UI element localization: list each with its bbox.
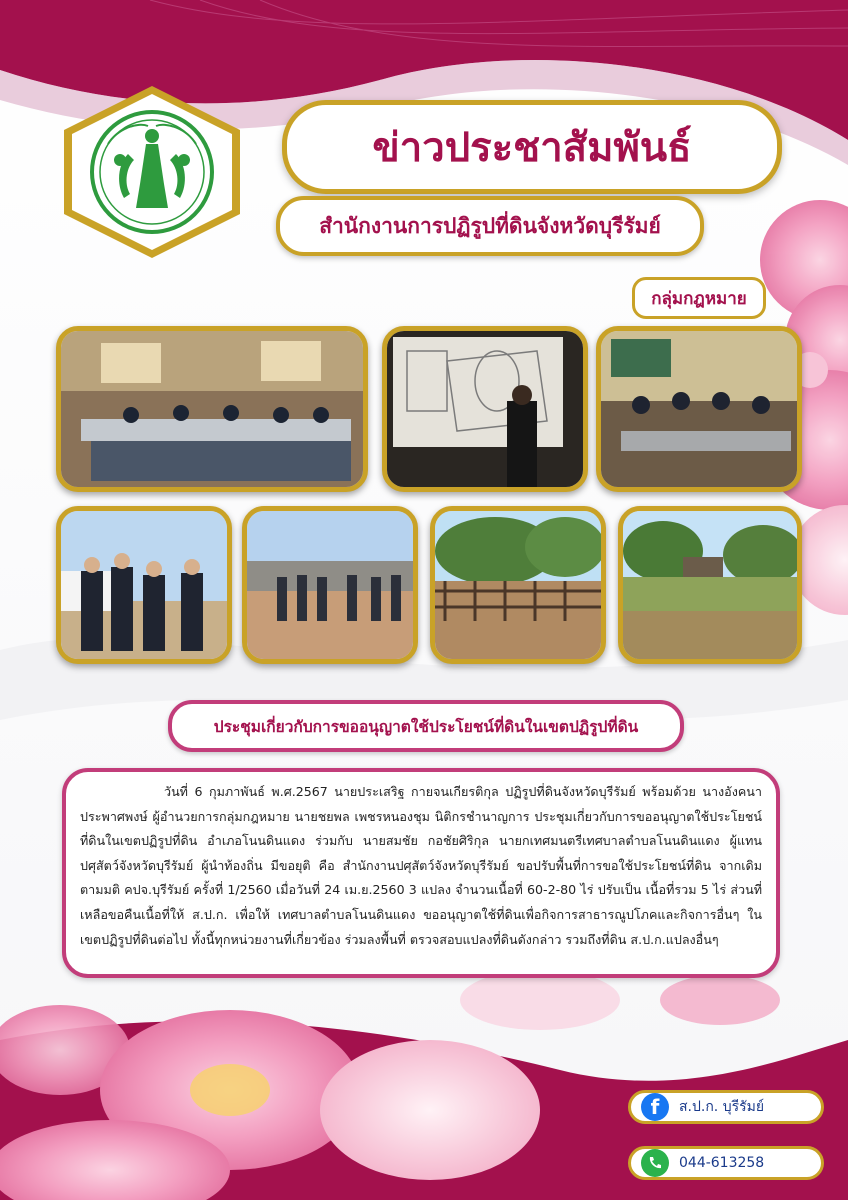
phone-number: 044-613258 (679, 1155, 765, 1171)
photo-cattle-pen (430, 506, 606, 664)
facebook-contact[interactable] (628, 1090, 824, 1124)
headline-banner (282, 100, 782, 194)
photo-site-officials (56, 506, 232, 664)
office-banner (276, 196, 704, 256)
facebook-icon: f (641, 1093, 669, 1121)
page-title: ข่าวประชาสัมพันธ์ (372, 125, 692, 171)
office-name: สำนักงานการปฏิรูปที่ดินจังหวัดบุรีรัมย์ (319, 213, 661, 238)
group-badge (632, 277, 766, 319)
photo-meeting-table (596, 326, 802, 492)
photo-land-plot (618, 506, 802, 664)
photo-presentation-map (382, 326, 588, 492)
topic-title: ประชุมเกี่ยวกับการขออนุญาตใช้ประโยชน์ที่ดินในเขตปฏิรูปที่ดิน (213, 717, 639, 736)
news-body (62, 768, 780, 978)
facebook-page-name: ส.ป.ก. บุรีรัมย์ (679, 1099, 765, 1115)
office-logo (58, 84, 246, 260)
phone-contact[interactable] (628, 1146, 824, 1180)
topic-banner (168, 700, 684, 752)
photo-meeting-room (56, 326, 368, 492)
group-name: กลุ่มกฎหมาย (651, 288, 747, 309)
phone-icon (641, 1149, 669, 1177)
news-paragraph: วันที่ 6 กุมภาพันธ์ พ.ศ.2567 นายประเสริฐ กายจนเกียรติกุล ปฏิรูปที่ดินจังหวัดบุรีรัมย์ พร้อมด้วย นางอังคนา ประพาศพงษ์ ผู้อำนวยการกลุ่มกฎหมาย นายชยพล เพชรหนองชุม นิติกรชำนาญการ ประชุมเกี่ยวกับการขออนุญาตใช้ประโยชน์ที่ดินในเขตปฏิรูปที่ดิน อำเภอโนนดินแดง ร่วมกับ นายสมชัย กอชัยศิริกุล นายกเทศมนตรีเทศบาลตำบลโนนดินแดง ผู้แทนปศุสัตว์จังหวัดบุรีรัมย์ ผู้นำท้องถิ่น มีขอยุติ คือ สำนักงานปศุสัตว์จังหวัดบุรีรัมย์ ขอปรับพื้นที่การขอใช้ประโยชน์ที่ดิน จากเดิม ตามมติ คปจ.บุรีรัมย์ ครั้งที่ 1/2560 เมื่อวันที่ 24 เม.ย.2560 3 แปลง จำนวนเนื้อที่ 60-2-80 ไร่ ปรับเป็น เนื้อที่รวม 5 ไร่ ส่วนที่เหลือขอคืนเนื้อที่ให้ ส.ป.ก. เพื่อให้ เทศบาลตำบลโนนดินแดง ขออนุญาตใช้ที่ดินเพื่อกิจการสาธารณูปโภคและกิจการอื่นๆ ในเขตปฏิรูปที่ดินต่อไป ทั้งนี้ทุกหน่วยงานที่เกี่ยวข้อง ร่วมลงพื้นที่ ตรวจสอบแปลงที่ดินดังกล่าว รวมถึงที่ดิน ส.ป.ก.แปลงอื่นๆ (80, 784, 762, 947)
photo-site-group (242, 506, 418, 664)
